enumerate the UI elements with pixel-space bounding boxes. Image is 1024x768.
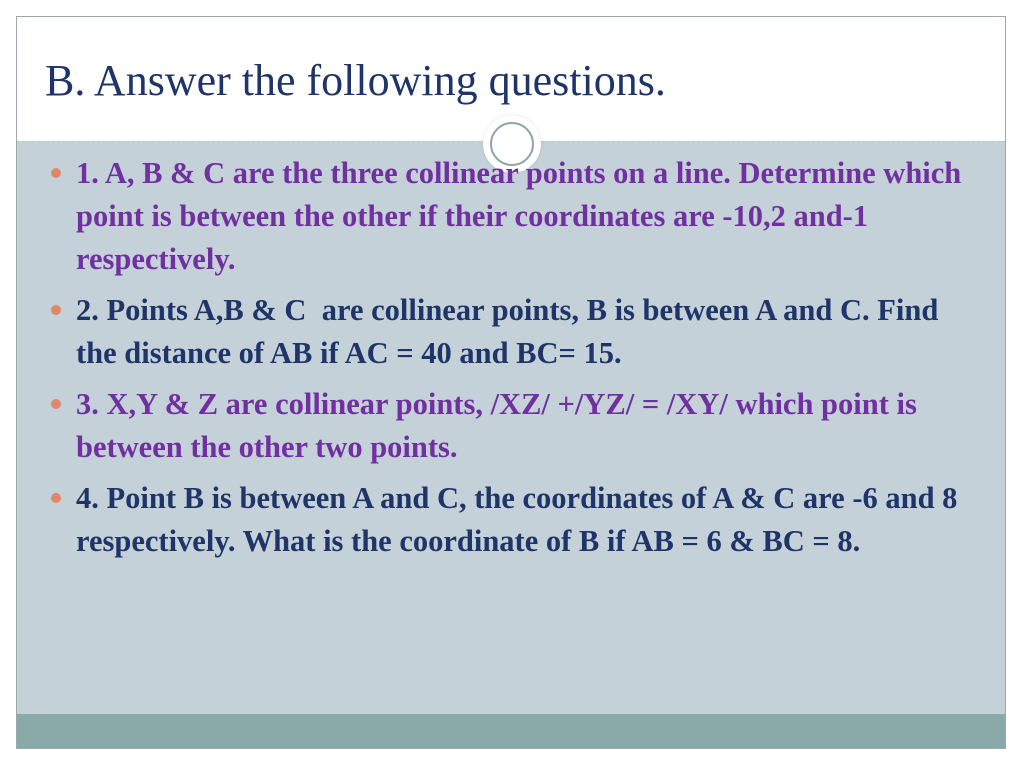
slide-title: B. Answer the following questions.	[45, 56, 666, 105]
question-item-1	[51, 152, 971, 281]
question-text-3: 3. X,Y & Z are collinear points, /XZ/ +/YZ/ = /XY/ which point is between the other two points.	[76, 387, 917, 464]
question-item-2	[51, 289, 971, 375]
bullet-icon	[51, 305, 61, 315]
bullet-icon	[51, 493, 61, 503]
footer-bar	[17, 714, 1005, 748]
question-text-4: 4. Point B is between A and C, the coordinates of A & C are -6 and 8 respectively. What is the coordinate of B if AB = 6 & BC = 8.	[76, 481, 958, 558]
bullet-icon	[51, 168, 61, 178]
question-item-4	[51, 477, 971, 563]
slide	[16, 16, 1006, 749]
question-text-1: 1. A, B & C are the three collinear points on a line. Determine which point is between the other if their coordinates are -10,2 and-1 respectively.	[76, 156, 962, 276]
question-item-3	[51, 383, 971, 469]
bullet-icon	[51, 399, 61, 409]
question-list	[51, 152, 971, 571]
question-text-2: 2. Points A,B & C are collinear points, B is between A and C. Find the distance of AB if AC = 40 and BC= 15.	[76, 293, 946, 370]
